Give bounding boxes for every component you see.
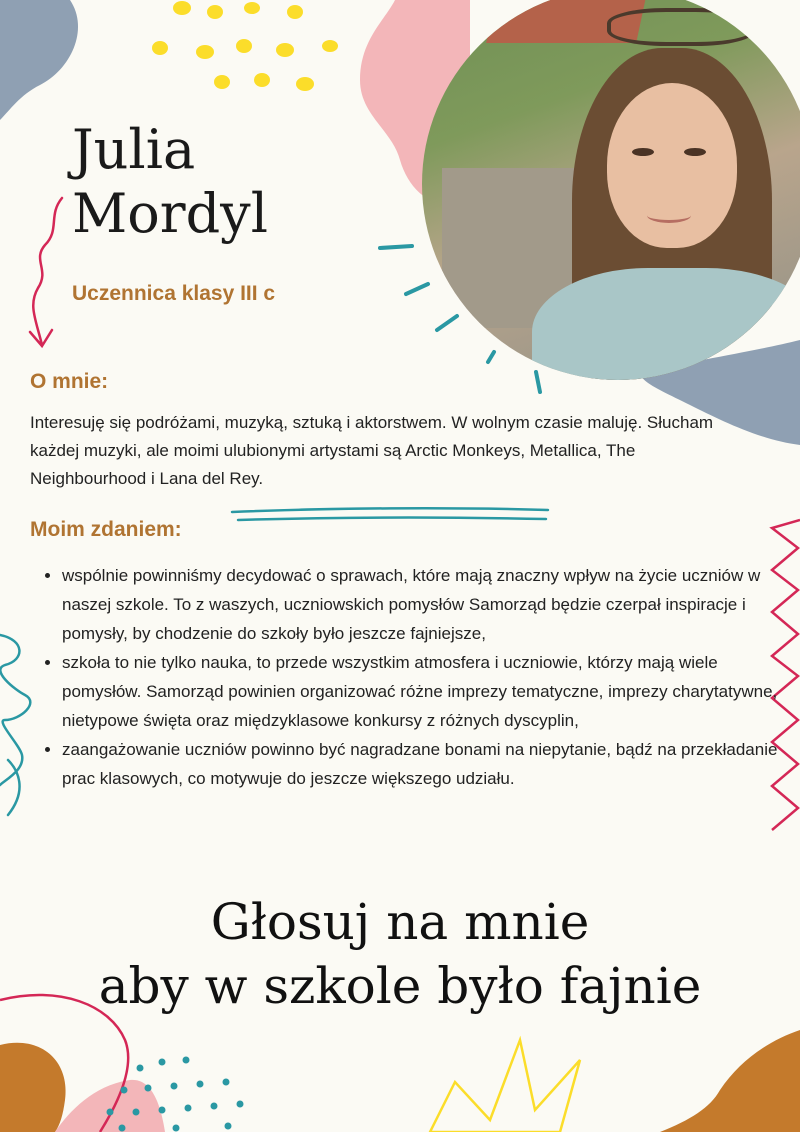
yellow-starburst [430, 1040, 580, 1132]
list-item: • szkoła to nie tylko nauka, to przede wszystkim atmosfera i uczniowie, którzy mają wiele pomysłów. Samorząd powinien organizować różne imprezy tematyczne, imprezy charytatywne, nietypowe święta oraz międzyklasowe konkursy z różnych dyscyplin, [62, 648, 792, 735]
orange-blob-bottom-left [0, 1043, 66, 1132]
yellow-dots [152, 1, 338, 91]
opinions-title: Moim zdaniem: [30, 518, 182, 541]
list-item: • zaangażowanie uczniów powinno być nagradzane bonami na niepytanie, bądź na przekładanie prac klasowych, co motywuje do jeszcze większego udziału. [62, 735, 792, 793]
list-item: • wspólnie powinniśmy decydować o sprawach, które mają znaczny wpływ na życie uczniów w naszej szkole. To z waszych, uczniowskich pomysłów Samorząd będzie czerpał inspiracje i pomysły, by chodzenie do szkoły było jeszcze fajniejsze, [62, 561, 792, 648]
about-title: O mnie: [30, 370, 109, 393]
candidate-photo [422, 0, 800, 380]
slogan [0, 890, 800, 1018]
candidate-name [72, 118, 268, 246]
orange-blob-bottom-right [660, 1030, 800, 1132]
last-name: Mordyl [72, 182, 268, 245]
teal-underline [232, 508, 548, 520]
opinions-list [32, 561, 792, 793]
slate-blob-top-left [0, 0, 78, 120]
first-name: Julia [72, 118, 196, 181]
slogan-line-1: Głosuj na mnie [210, 893, 590, 951]
teal-loops [0, 635, 30, 815]
candidate-role: Uczennica klasy III c [72, 282, 276, 305]
about-text: Interesuję się podróżami, muzyką, sztuką i aktorstwem. W wolnym czasie maluję. Słucham każdej muzyki, ale moimi ulubionymi artystami są Arctic Monkeys, Metallica, The Neighbourhood i Lana del Rey. [30, 413, 714, 488]
crimson-arrow [30, 198, 62, 346]
slogan-line-2: aby w szkole było fajnie [98, 957, 702, 1015]
